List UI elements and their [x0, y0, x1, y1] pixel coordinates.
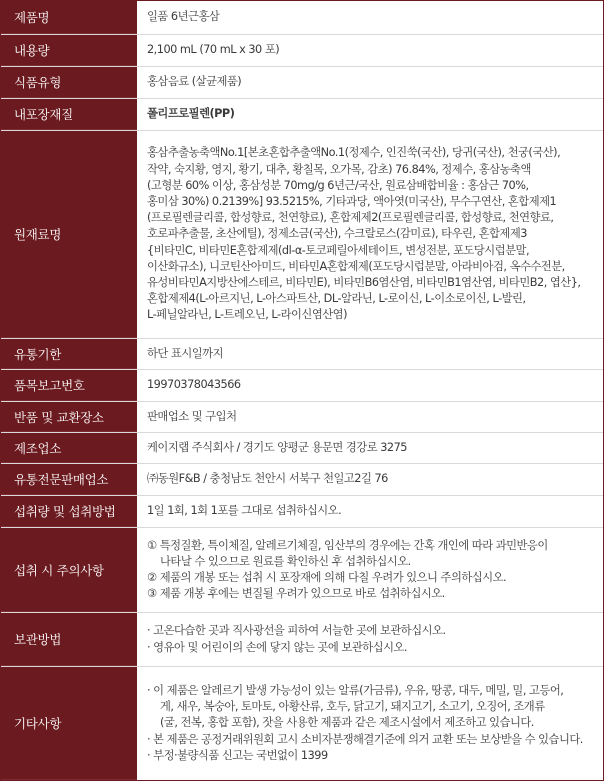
value-line: 일품 6년근홍삼	[147, 10, 220, 24]
row-label: 제품명	[1, 1, 137, 34]
table-row-product-name	[1, 1, 603, 35]
value-line: 케이지랩 주식회사 / 경기도 양평군 용문면 경강로 3275	[147, 440, 407, 454]
value-line: ㈜동원F&B / 충청남도 천안시 서북구 천일고2길 76	[147, 472, 388, 486]
table-row-distributor	[1, 464, 603, 496]
value-line: · 부정·불량식품 신고는 국번없이 1399	[147, 748, 328, 762]
row-value	[137, 35, 603, 66]
value-line: · 영유아 및 어린이의 손에 닿지 않는 곳에 보관하십시오.	[147, 640, 407, 654]
row-value	[137, 370, 603, 401]
row-label: 반품 및 교환장소	[1, 402, 137, 432]
row-value	[137, 433, 603, 463]
row-value	[137, 613, 603, 666]
value-line: 이산화규소), 니코틴산아미드, 비타민A혼합제제(포도당시럽분말, 아라비아검, 옥수수전분,	[147, 259, 565, 273]
value-line: 홍삼음료 (살균제품)	[147, 75, 242, 89]
row-value	[137, 528, 603, 612]
row-value	[137, 496, 603, 527]
row-label: 내포장재질	[1, 99, 137, 130]
value-line: L-페닐알라닌, L-트레오닌, L-라이신염산염)	[147, 308, 347, 322]
row-value	[137, 339, 603, 369]
value-line: 홍미삼 30%) 0.2139%] 93.5215%, 기타과당, 액아엿(미국산), 무수구연산, 혼합제제1	[147, 194, 557, 208]
row-label: 기타사항	[1, 667, 137, 780]
row-label: 식품유형	[1, 67, 137, 98]
table-row-volume	[1, 35, 603, 67]
row-label: 원재료명	[1, 131, 137, 338]
value-line: {비타민C, 비타민E혼합제제(dl-α-토코페릴아세테이트, 변성전분, 포도당시럽분말,	[147, 243, 530, 257]
value-line: · 고온다습한 곳과 직사광선을 피하여 서늘한 곳에 보관하십시오.	[147, 624, 446, 638]
value-line: 유성비타민A지방산에스테르, 비타민E), 비타민B6염산염, 비타민B1염산염, 비타민B2, 엽산},	[147, 276, 581, 289]
table-row-expiry	[1, 339, 603, 370]
row-label: 내용량	[1, 35, 137, 66]
row-value	[137, 1, 603, 34]
table-row-packaging	[1, 99, 603, 131]
table-row-intake-method	[1, 496, 603, 528]
value-line: 작약, 숙지황, 영지, 황기, 대추, 황칠목, 오가목, 감초) 76.84%, 정제수, 홍삼농축액	[147, 162, 531, 176]
value-line: 폴리프로필렌(PP)	[147, 107, 235, 121]
row-label: 품목보고번호	[1, 370, 137, 401]
value-line: 홍삼추출농축액No.1[본초혼합추출액No.1(정제수, 인진쑥(국산), 당귀(국산), 천궁(국산),	[147, 146, 561, 160]
table-row-precautions	[1, 528, 603, 613]
value-line: (굴, 전복, 홍합 포함), 잣을 사용한 제품과 같은 제조시설에서 제조하고 있습니다.	[160, 716, 534, 730]
value-line: 혼합제제4(L-아르지닌, L-아스파트산, DL-알라닌, L-로이신, L-이소로이신, L-발린,	[147, 292, 526, 306]
row-label: 보관방법	[1, 613, 137, 666]
row-value	[137, 464, 603, 495]
row-value	[137, 402, 603, 432]
row-value	[137, 667, 603, 780]
value-line: 2,100 mL (70 mL x 30 포)	[147, 43, 280, 57]
table-row-ingredients	[1, 131, 603, 339]
value-line: 1일 1회, 1회 1포를 그대로 섭취하십시오.	[147, 504, 342, 518]
value-line: ① 특정질환, 특이체질, 알레르기체질, 임산부의 경우에는 간혹 개인에 따라 과민반응이	[147, 538, 548, 552]
table-row-other-notes	[1, 667, 603, 780]
row-label: 유통기한	[1, 339, 137, 369]
value-line: 나타날 수 있으므로 원료를 확인하신 후 섭취하십시오.	[160, 554, 411, 568]
value-line: (고형분 60% 이상, 홍삼성분 70mg/g 6년근/국산, 원료삼배합비율 : 홍삼근 70%,	[147, 178, 529, 192]
value-line: · 이 제품은 알레르기 발생 가능성이 있는 알류(가금류), 우유, 땅콩, 대두, 메밀, 밀, 고등어,	[147, 683, 564, 697]
table-row-report-number	[1, 370, 603, 402]
value-line: 하단 표시일까지	[147, 346, 223, 360]
row-value	[137, 67, 603, 98]
value-line: 게, 새우, 복숭아, 토마토, 아황산류, 호두, 닭고기, 돼지고기, 소고기, 오징어, 조개류	[160, 700, 545, 714]
table-row-food-type	[1, 67, 603, 99]
value-line: ② 제품의 개봉 또는 섭취 시 포장재에 의해 다칠 우려가 있으니 주의하십시오.	[147, 571, 507, 584]
value-line: · 본 제품은 공정거래위원회 고시 소비자분쟁해결기준에 의거 교환 또는 보상받을 수 있습니다.	[147, 732, 583, 746]
table-row-return-place	[1, 402, 603, 433]
row-label: 섭취 시 주의사항	[1, 528, 137, 612]
row-label: 유통전문판매업소	[1, 464, 137, 495]
row-value	[137, 99, 603, 130]
row-label: 섭취량 및 섭취방법	[1, 496, 137, 527]
row-value	[137, 131, 603, 338]
value-line: 19970378043566	[147, 378, 241, 392]
value-line: 판매업소 및 구입처	[147, 409, 237, 423]
table-row-storage	[1, 613, 603, 667]
value-line: ③ 제품 개봉 후에는 변질될 우려가 있으므로 바로 섭취하십시오.	[147, 587, 445, 601]
value-line: 호로파추출물, 초산에틸), 정제소금(국산), 수크랄로스(감미료), 타우린, 혼합제제3	[147, 227, 527, 241]
value-line: (프로필렌글리콜, 합성향료, 천연향료), 혼합제제2(프로필렌글리콜, 합성향료, 천연향료,	[147, 211, 554, 225]
table-row-manufacturer	[1, 433, 603, 464]
row-label: 제조업소	[1, 433, 137, 463]
